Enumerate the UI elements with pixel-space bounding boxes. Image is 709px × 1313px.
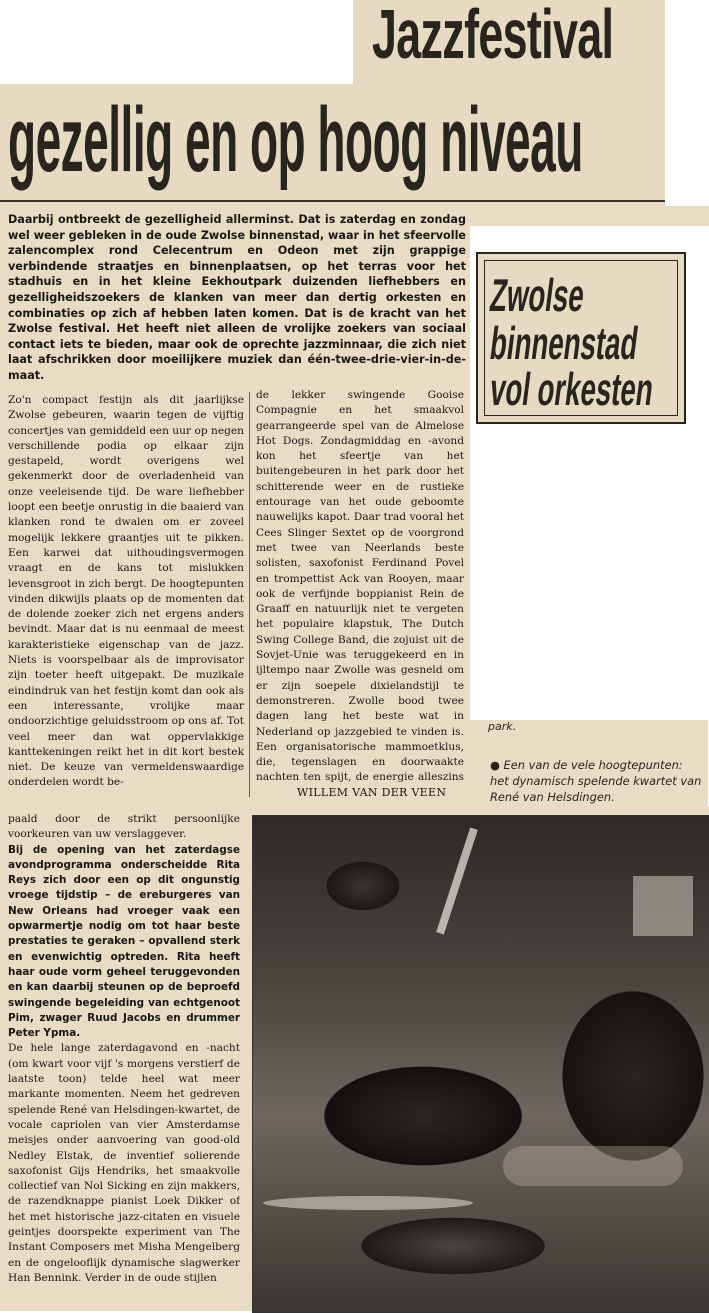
column-3-rest: De hele lange zaterdagavond en -nacht (om kwart voor vijf 's morgens verstierf de laatste toon) telde heel wat meer markante momenten. Neem het gedreven spelende René van Helsdingen-kwartet, de vocale capriolen van vier Amsterdamse meisjes onder aanvoering van good-old Nedley Elstak, de inventief solierende saxofonist Gijs Hendriks, het smaakvolle collectief van Nol Sicking en zijn makkers, de razendknappe pianist Loek Dikker of het met historische jazz-citaten en visuele geintjes doorspekte experiment van The Instant Composers met Misha Mengelberg en de ongelooflijk dynamische slagwerker Han Bennink. Verder in de oude stijlen [8,1042,240,1284]
headline-rule [0,200,665,202]
column-3-bold: Bij de opening van het zaterdagse avondprogramma onderscheidde Rita Reys zich door een op dit ongunstig vroege tijdstip – de ereburgeres van New Orleans had vroeger vaak een opwarmertje nodig om tot haar beste prestaties te geraken – opvallend sterk en evenwichtig optreden. Rita heeft haar oude vorm geheel teruggevonden en kan daarbij steunen op de beproefd swingende begeleiding van echtgenoot Pim, zwager Ruud Jacobs en drummer Peter Ypma. [8,843,240,1040]
headline-line1: Jazzfestival [372,0,614,73]
headline-line2: gezellig en op hoog niveau [8,89,583,191]
column-1-text: Zo'n compact festijn als dit jaarlijkse Zwolse gebeuren, waarin tegen de vijftig concertjes van gemiddeld een uur op negen verschillende podia op elkaar zijn gestapeld, wordt overigens wel gekenmerkt door de overladenheid van onze veeleisende tijd. De ware liefhebber loopt een beetje onrustig in die baaierd van klanken rond te dwalen om er zoveel mogelijk lekkere graantjes uit te pikken. Een karwei dat uithoudingsvermogen vraagt en de kans tot mislukken levensgroot in zich bergt. De hoogtepunten vinden dikwijls plaats op de momenten dat de dolende zoeker zich net ergens anders bevindt. Maar dat is nu eenmaal de meest karakteristieke eigenschap van de jazz. Niets is voorspelbaar als de improvisator zijn toeter heeft uitgepakt. De muzikale eindindruk van het festijn komt dan ook als een interessante, vrolijke maar ondoorzichtige geluidsstroom op ons af. Tot veel meer dan wat oppervlakkige kanttekeningen reikt het in dit kort bestek niet. De keuze van vermeldenswaardige onderdelen wordt be- [8,394,244,789]
sidebar-head-line2: binnenstad [487,317,642,369]
photo-stick-highlight [436,827,478,934]
park-fragment: park. [488,720,517,733]
photo-arm-highlight [503,1146,683,1186]
column-3-lead: paald door de strikt persoonlijke voorkeuren van uw verslaggever. [8,813,240,841]
photo-caption: ● Een van de vele hoogtepunten: het dynamisch spelende kwartet van René van Helsdingen. [490,758,702,804]
column-divider [249,392,250,797]
sidebar-head-line1: Zwolse [487,269,588,321]
sidebar-head-line3: vol orkesten [487,363,657,415]
column-3-text [8,812,240,1307]
intro-paragraph: Daarbij ontbreekt de gezelligheid allerminst. Dat is zaterdag en zondag wel weer gebleken in de oude Zwolse binnenstad, waar in het sfeervolle zalencomplex rond Celecentrum en Odeon met zijn grappige verbindende straatjes en binnenplaatsen, op het terras voor het stadhuis en in het kleine Eekhoutpark duizenden liefhebbers en gezelligheidszoekers de klanken van meer dan dertig orkesten en combinaties op zich af hebben laten komen. Dat is de kracht van het Zwolse festival. Het heeft niet alleen de vrolijke zoekers van sociaal contact iets te bieden, maar ook de oprechte jazzminnaar, die zich niet laat afschrikken door moeilijkere muziek dan één-twee-drie-vier-in-de-maat. [8,213,466,382]
sidebar-head-box [476,252,686,424]
photo-poster [633,876,693,936]
article-paper-right-strip [470,206,709,226]
photo-cymbal-highlight [263,1196,473,1210]
photo-drummer [252,815,709,1313]
byline: WILLEM VAN DER VEEN [297,786,447,799]
column-2-text: de lekker swingende Gooise Compagnie en het smaakvol gearrangeerde spel van de Almelose Hot Dogs. Zondagmiddag en -avond kon het sfeertje van het buitengebeuren in het park door het schitterende weer en de rustieke entourage van het oude geboomte nauwelijks kapot. Daar trad vooral het Cees Slinger Sextet op de voorgrond met twee van Neerlands beste solisten, saxofonist Ferdinand Povel en trompettist Ack van Rooyen, maar ook de verfijnde boppianist Rein de Graaff en natuurlijk niet te vergeten het populaire klapstuk, The Dutch Swing College Band, die zojuist uit de Sovjet-Unie was teruggekeerd en in ijltempo naar Zwolle was gesneld om er zijn soepele dixielandstijl te demonstreren. Zwolle bood twee dagen lang het beste wat in Nederland op jazzgebied te vinden is. Een organisatorische mammoetklus, die, tegenslagen en doorwaakte nachten ten spijt, de energie alleszins [256,389,464,784]
